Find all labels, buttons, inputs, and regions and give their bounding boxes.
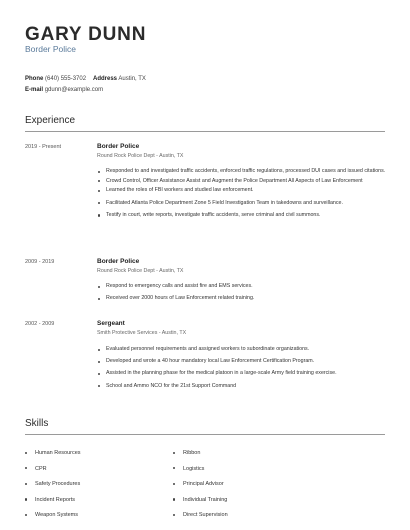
list-item: Learned the roles of FBI workers and studied law enforcement.: [97, 187, 387, 194]
list-item: Crowd Control, Officer Assistance Assist and Augment the Police Department All Aspects of Law Enforcement: [97, 178, 387, 185]
list-item: Evaluated personnel requirements and assigned workers to subordinate organizations.: [97, 346, 387, 353]
skill-item: Direct Supervision: [173, 511, 323, 527]
address-value: Austin, TX: [118, 76, 146, 82]
skills-heading: Skills: [25, 418, 49, 429]
skill-item: Logistics: [173, 465, 323, 481]
job-3-bullets: [97, 346, 387, 390]
list-item: Developed and wrote a 40 hour mandatory local Law Enforcement Certification Program.: [97, 358, 387, 365]
job-1-dates: 2019 - Present: [25, 144, 62, 150]
job-1-bullets: [97, 168, 387, 219]
phone-value: (640) 555-3702: [45, 76, 87, 82]
list-item: Assisted in the planning phase for the medical platoon in a large-scale Army field training exercise.: [97, 370, 387, 377]
email-label: E-mail: [25, 87, 44, 93]
job-1-title: Border Police: [97, 143, 140, 150]
contact-email: [25, 86, 103, 94]
job-2-title: Border Police: [97, 258, 140, 265]
job-1-company: Round Rock Police Dept - Austin, TX: [97, 153, 184, 159]
contact-phone: [25, 75, 86, 83]
job-3-title: Sergeant: [97, 320, 125, 327]
email-value: gdunn@example.com: [44, 87, 104, 93]
skills-right-column: [173, 449, 323, 527]
skill-item: Safety Procedures: [25, 480, 175, 496]
skill-item: Incident Reports: [25, 496, 175, 512]
candidate-title: Border Police: [25, 44, 77, 54]
skill-item: CPR: [25, 465, 175, 481]
job-2-bullets: [97, 283, 387, 302]
contact-address: [93, 75, 146, 83]
skill-item: Individual Training: [173, 496, 323, 512]
job-2-dates: 2009 - 2019: [25, 259, 55, 265]
skill-item: Weapon Systems: [25, 511, 175, 527]
skill-item: Principal Advisor: [173, 480, 323, 496]
list-item: Responded to and investigated traffic accidents, enforced traffic regulations, processed DUI cases and issued citations.: [97, 168, 387, 175]
job-2-company: Round Rock Police Dept - Austin, TX: [97, 268, 184, 274]
list-item: Received over 2000 hours of Law Enforcement related training.: [97, 295, 387, 302]
skills-divider: [25, 434, 385, 435]
job-3-company: Smith Protective Services - Austin, TX: [97, 330, 187, 336]
job-3-dates: 2002 - 2009: [25, 321, 55, 327]
list-item: Testify in court, write reports, investigate traffic accidents, serve criminal and civil summons.: [97, 212, 387, 219]
skills-left-column: [25, 449, 175, 527]
experience-divider: [25, 131, 385, 132]
list-item: School and Ammo NCO for the 21st Support Command: [97, 383, 387, 390]
phone-label: Phone: [25, 76, 44, 82]
skill-item: Ribbon: [173, 449, 323, 465]
skill-item: Human Resources: [25, 449, 175, 465]
address-label: Address: [93, 76, 118, 82]
list-item: Respond to emergency calls and assist fire and EMS services.: [97, 283, 387, 290]
list-item: Facilitated Atlanta Police Department Zone 5 Field Investigation Team in takedowns and surveillance.: [97, 200, 387, 207]
experience-heading: Experience: [25, 115, 76, 126]
candidate-name: GARY DUNN: [25, 24, 147, 45]
